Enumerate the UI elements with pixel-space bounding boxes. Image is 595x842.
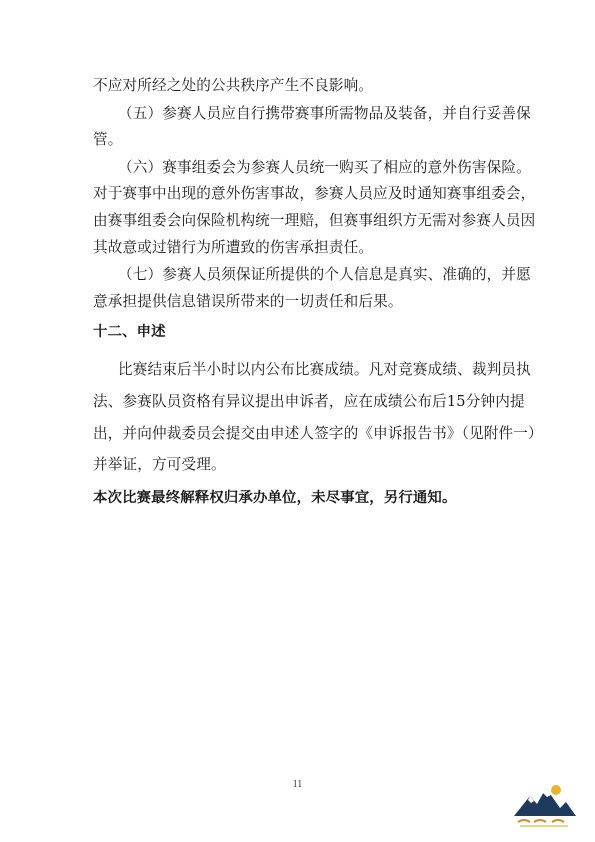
page-number: 11	[292, 779, 303, 790]
text-line: 出，并向仲裁委员会提交由申述人签字的《申诉报告书》（见附件一）	[93, 425, 543, 442]
text-line: 意承担提供信息错误所带来的一切责任和后果。	[93, 293, 403, 310]
text-line: 其故意或过错行为所遭致的伤害承担责任。	[93, 239, 374, 256]
text-line: 由赛事组委会向保险机构统一理赔，但赛事组织方无需对参赛人员因	[93, 212, 536, 229]
text-line: 并举证，方可受理。	[93, 456, 226, 473]
sun-icon	[551, 785, 561, 795]
text-line: （七）参赛人员须保证所提供的个人信息是真实、准确的，并愿	[118, 266, 531, 283]
text-line: 管。	[93, 131, 123, 148]
text-line: 不应对所经之处的公共秩序产生不良影响。	[93, 77, 374, 94]
text-line: 比赛结束后半小时以内公布比赛成绩。凡对竞赛成绩、裁判员执	[118, 361, 531, 378]
text-line: （六）赛事组委会为参赛人员统一购买了相应的意外伤害保险。	[118, 159, 531, 176]
text-line: 法、参赛队员资格有异议提出申诉者，应在成绩公布后15分钟内提	[93, 393, 525, 410]
mountain-logo	[510, 778, 578, 828]
text-line: （五）参赛人员应自行携带赛事所需物品及装备，并自行妥善保	[118, 105, 531, 122]
final-statement: 本次比赛最终解释权归承办单位，未尽事宜，另行通知。	[93, 490, 457, 506]
section-heading: 十二、申述	[93, 324, 166, 340]
text-line: 对于赛事中出现的意外伤害事故，参赛人员应及时通知赛事组委会，	[93, 185, 536, 202]
